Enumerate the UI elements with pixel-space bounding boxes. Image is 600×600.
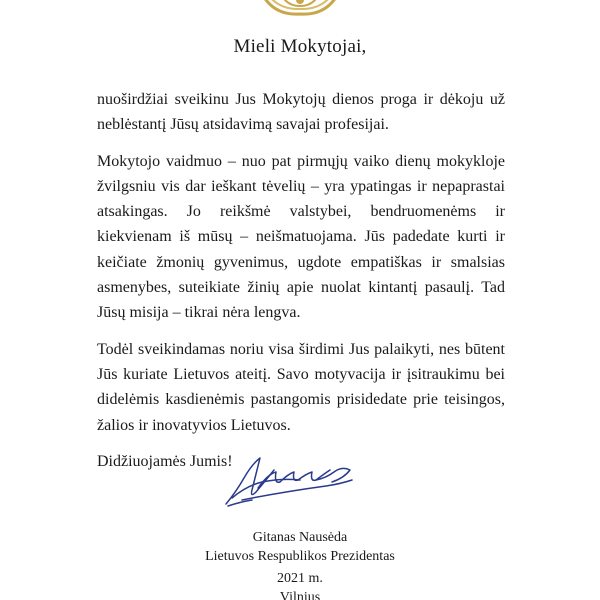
paragraph-support: Todėl sveikindamas noriu visa širdimi Jus palaikyti, nes būtent Jūs kuriate Lietuvos ateitį. Savo motyvacija ir įsitraukimu bei didelėmis kasdienėmis pastangomis prisidedate prie teisingos, žalios ir inovatyvios Lietuvos. bbox=[97, 340, 505, 434]
presidential-crest-icon bbox=[252, 0, 348, 18]
letter-date: 2021 m. bbox=[277, 571, 323, 586]
paragraph-closing: Didžiuojamės Jumis! bbox=[97, 452, 233, 470]
letter-body bbox=[97, 87, 505, 474]
salutation: Mieli Mokytojai, bbox=[233, 36, 367, 57]
letter-place: Vilnius bbox=[279, 590, 321, 600]
handwritten-signature bbox=[222, 452, 358, 510]
signatory-title: Lietuvos Respublikos Prezidentas bbox=[205, 549, 395, 564]
signatory-name: Gitanas Nausėda bbox=[252, 530, 348, 545]
paragraph-greeting: nuoširdžiai sveikinu Jus Mokytojų dienos proga ir dėkoju už neblėstantį Jūsų atsidavimą savajai profesijai. bbox=[97, 91, 505, 134]
signatory-block bbox=[0, 528, 600, 600]
paragraph-teacher-role: Mokytojo vaidmuo – nuo pat pirmųjų vaiko dienų mokykloje žvilgsniu vis dar ieškant tėvelių – yra ypatingas ir nepaprastai atsakingas. Jo reikšmė valstybei, bendruomenėms ir kiekvienam iš mūsų – neišmatuojama. Jūs padedate kurti ir keičiate žmonių gyvenimus, ugdote empatiškas ir smalsias asmenybes, suteikiate žinių apie nuolat kintantį pasaulį. Tad Jūsų misija – tikrai nėra lengva. bbox=[97, 152, 505, 322]
